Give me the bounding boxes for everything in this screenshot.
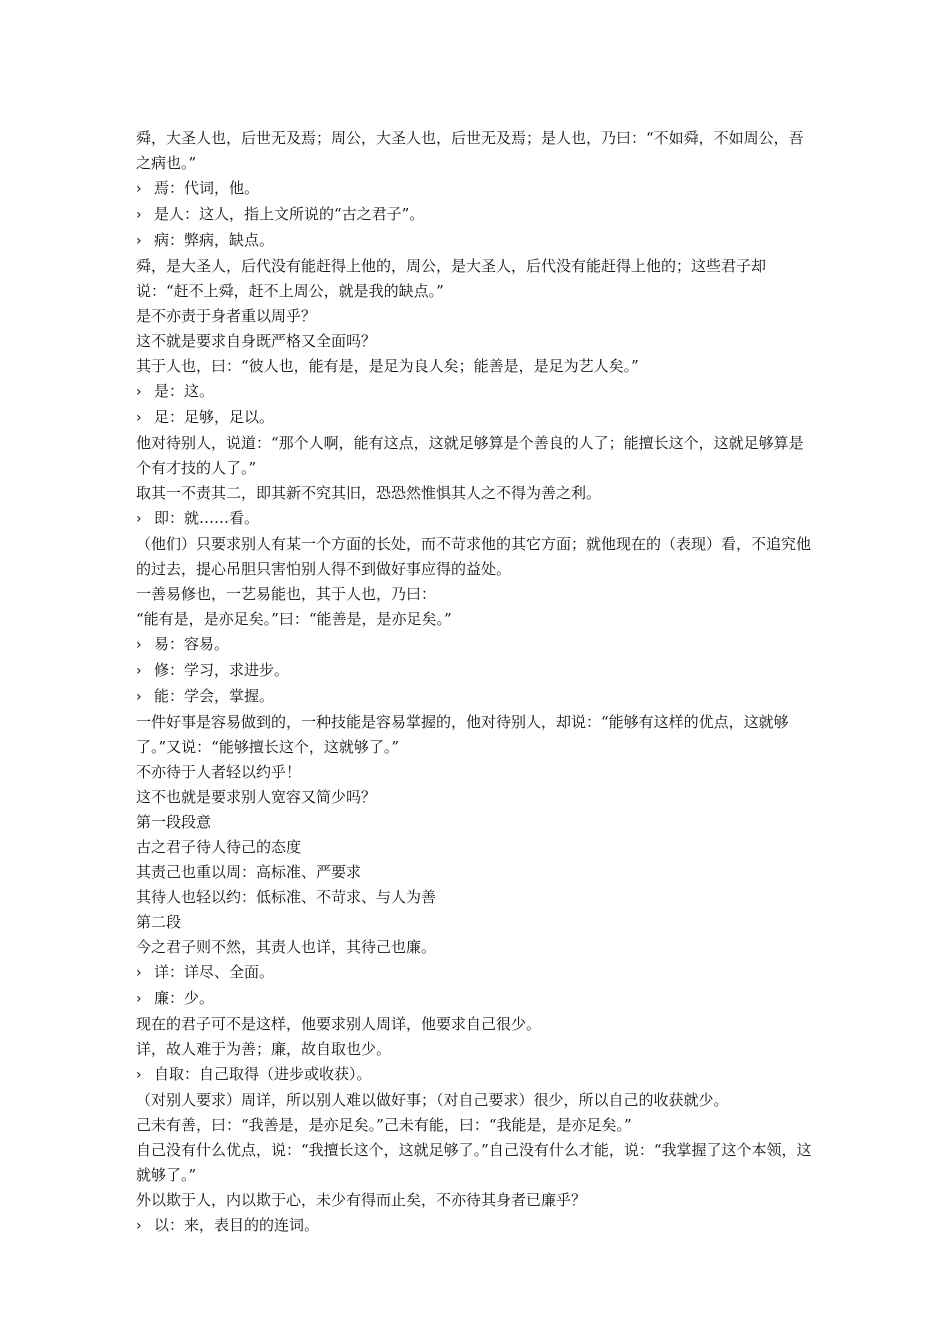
annotation-line xyxy=(136,1062,816,1088)
bullet-marker: › xyxy=(136,181,142,197)
annotation-text: 详：详尽、全面。 xyxy=(154,963,275,981)
annotation-line xyxy=(136,405,816,431)
text-line: 舜，是大圣人，后代没有能赶得上他的，周公，是大圣人，后代没有能赶得上他的；这些君子却说：“赶不上舜，赶不上周公，就是我的缺点。” xyxy=(136,257,767,300)
text-line: 己未有善，曰：“我善是，是亦足矣。”己未有能，曰：“我能是，是亦足矣。” xyxy=(136,1116,632,1134)
text-line: 现在的君子可不是这样，他要求别人周详，他要求自己很少。 xyxy=(136,1015,542,1033)
annotation-line xyxy=(136,202,816,228)
bullet-marker: › xyxy=(136,637,142,653)
annotation-line xyxy=(136,658,816,684)
annotation-text: 病：弊病，缺点。 xyxy=(154,231,275,249)
bullet-marker: › xyxy=(136,233,142,249)
annotation-text: 即：就……看。 xyxy=(154,509,260,527)
annotation-text: 是人：这人，指上文所说的“古之君子”。 xyxy=(154,205,425,223)
annotation-text: 能：学会，掌握。 xyxy=(154,687,275,705)
bullet-marker: › xyxy=(136,410,142,426)
text-line: 一善易修也，一艺易能也，其于人也，乃曰： xyxy=(136,585,437,603)
annotation-line xyxy=(136,1213,816,1239)
bullet-marker: › xyxy=(136,511,142,527)
text-line: 不亦待于人者轻以约乎！ xyxy=(136,763,302,781)
text-line: 自己没有什么优点，说：“我擅长这个，这就足够了。”自己没有什么才能，说：“我掌握了这个本领，这就够了。” xyxy=(136,1141,812,1184)
text-line: 这不也就是要求别人宽容又简少吗？ xyxy=(136,788,377,806)
annotation-line xyxy=(136,506,816,532)
text-line: 取其一不责其二，即其新不究其旧，恐恐然惟惧其人之不得为善之利。 xyxy=(136,484,602,502)
text-line: （对别人要求）周详，所以别人难以做好事；（对自己要求）很少，所以自己的收获就少。 xyxy=(136,1091,729,1109)
text-line: （他们）只要求别人有某一个方面的长处，而不苛求他的其它方面；就他现在的（表现）看，不追究他的过去，提心吊胆只害怕别人得不到做好事应得的益处。 xyxy=(136,535,812,578)
bullet-marker: › xyxy=(136,207,142,223)
text-line: 外以欺于人，内以欺于心，未少有得而止矣，不亦待其身者已廉乎？ xyxy=(136,1191,587,1209)
annotation-line xyxy=(136,228,816,254)
annotation-line xyxy=(136,379,816,405)
text-line: 今之君子则不然，其责人也详，其待己也廉。 xyxy=(136,938,437,956)
text-line: 这不就是要求自身既严格又全面吗？ xyxy=(136,332,377,350)
text-line: 舜，大圣人也，后世无及焉；周公，大圣人也，后世无及焉；是人也，乃曰：“不如舜，不如周公，吾之病也。” xyxy=(136,129,804,172)
annotation-line xyxy=(136,960,816,986)
text-line: 他对待别人，说道：“那个人啊，能有这点，这就足够算是个善良的人了；能擅长这个，这就足够算是个有才技的人了。” xyxy=(136,434,804,477)
annotation-text: 焉：代词，他。 xyxy=(154,179,260,197)
text-line: 其待人也轻以约：低标准、不苛求、与人为善 xyxy=(136,888,437,906)
text-line: 其于人也，曰：“彼人也，能有是，是足为良人矣；能善是，是足为艺人矣。” xyxy=(136,357,639,375)
text-line: 第二段 xyxy=(136,913,182,931)
text-line: 是不亦责于身者重以周乎？ xyxy=(136,307,317,325)
bullet-marker: › xyxy=(136,663,142,679)
bullet-marker: › xyxy=(136,1218,142,1234)
text-line: 一件好事是容易做到的，一种技能是容易掌握的，他对待别人，却说：“能够有这样的优点，这就够了。”又说：“能够擅长这个，这就够了。” xyxy=(136,713,789,756)
bullet-marker: › xyxy=(136,991,142,1007)
text-line: “能有是，是亦足矣。”曰：“能善是，是亦足矣。” xyxy=(136,610,452,628)
text-line: 第一段段意 xyxy=(136,813,212,831)
bullet-marker: › xyxy=(136,1067,142,1083)
annotation-line xyxy=(136,684,816,710)
text-line: 其责己也重以周：高标准、严要求 xyxy=(136,863,362,881)
annotation-line xyxy=(136,986,816,1012)
annotation-line xyxy=(136,632,816,658)
annotation-text: 易：容易。 xyxy=(154,635,230,653)
annotation-text: 足：足够，足以。 xyxy=(154,408,275,426)
annotation-line xyxy=(136,176,816,202)
annotation-text: 廉：少。 xyxy=(154,989,215,1007)
annotation-text: 修：学习，求进步。 xyxy=(154,661,290,679)
annotation-text: 自取：自己取得（进步或收获）。 xyxy=(154,1065,372,1083)
text-line: 详，故人难于为善；廉，故自取也少。 xyxy=(136,1040,392,1058)
bullet-marker: › xyxy=(136,965,142,981)
bullet-marker: › xyxy=(136,384,142,400)
document-body xyxy=(136,126,816,1239)
annotation-text: 以：来，表目的的连词。 xyxy=(154,1216,320,1234)
annotation-text: 是：这。 xyxy=(154,382,215,400)
bullet-marker: › xyxy=(136,689,142,705)
text-line: 古之君子待人待己的态度 xyxy=(136,838,302,856)
